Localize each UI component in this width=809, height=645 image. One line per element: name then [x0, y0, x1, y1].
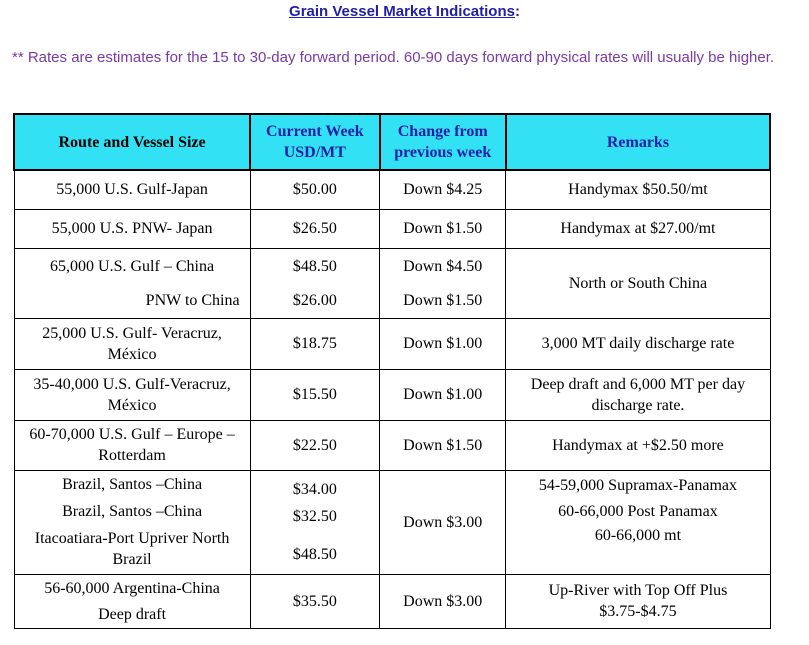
- current-rate-cell: $22.50: [250, 420, 379, 470]
- table-row: [14, 248, 770, 318]
- change-cell: Down $1.50: [380, 209, 506, 248]
- current-rate-cell: $35.50: [250, 574, 379, 628]
- route-line: 56-60,000 Argentina-China: [44, 579, 220, 597]
- route-cell: 35-40,000 U.S. Gulf-Veracruz, México: [14, 369, 250, 420]
- header-route: Route and Vessel Size: [14, 114, 250, 170]
- rate-line: $48.50: [292, 257, 337, 275]
- current-rate-cell: $15.50: [250, 369, 379, 420]
- rate-line: $32.50: [292, 508, 337, 525]
- rate-line: $26.00: [292, 291, 337, 309]
- table-row: [14, 420, 770, 470]
- route-line: 65,000 U.S. Gulf – China: [50, 257, 215, 275]
- table-row: [14, 470, 770, 574]
- title-colon: :: [514, 3, 520, 20]
- route-cell: 25,000 U.S. Gulf- Veracruz, México: [14, 318, 250, 369]
- table-row: [14, 369, 770, 420]
- change-cell: Down $1.00: [380, 318, 506, 369]
- change-line: Down $4.50: [403, 257, 483, 275]
- remarks-cell: 3,000 MT daily discharge rate: [506, 318, 770, 369]
- table-row: [14, 574, 770, 628]
- remarks-cell: Handymax at $27.00/mt: [506, 209, 770, 248]
- route-cell: 60-70,000 U.S. Gulf – Europe – Rotterdam: [14, 420, 250, 470]
- remarks-cell: Handymax $50.50/mt: [506, 170, 770, 209]
- remarks-cell: North or South China: [506, 248, 770, 318]
- route-cell: [14, 574, 250, 628]
- page-title: [0, 3, 809, 20]
- route-cell: [14, 248, 250, 318]
- remarks-cell: Deep draft and 6,000 MT per day discharge rate.: [506, 369, 770, 420]
- change-cell: [380, 248, 506, 318]
- remarks-cell: Up-River with Top Off Plus $3.75-$4.75: [506, 574, 770, 628]
- header-row: [14, 114, 770, 170]
- rates-table: [13, 113, 771, 629]
- rate-line: $48.50: [292, 546, 337, 563]
- title-text: Grain Vessel Market Indications: [289, 3, 515, 20]
- rate-line: $34.00: [292, 481, 337, 498]
- change-cell: Down $1.00: [380, 369, 506, 420]
- table-row: [14, 209, 770, 248]
- rates-note: ** Rates are estimates for the 15 to 30-day forward period. 60-90 days forward physical rates will usually be higher.: [12, 49, 775, 66]
- change-cell: Down $4.25: [380, 170, 506, 209]
- remarks-line: 60-66,000 mt: [594, 526, 682, 544]
- current-rate-cell: [250, 470, 379, 574]
- current-rate-cell: $50.00: [250, 170, 379, 209]
- remarks-cell: [506, 470, 770, 574]
- remarks-cell: Handymax at +$2.50 more: [506, 420, 770, 470]
- current-rate-cell: [250, 248, 379, 318]
- route-line: Brazil, Santos –China: [62, 503, 203, 520]
- header-change: Change from previous week: [380, 114, 506, 170]
- header-current-week: Current Week USD/MT: [250, 114, 379, 170]
- route-line: PNW to China: [145, 291, 240, 309]
- route-line: Itacoatiara-Port Upriver North Brazil: [34, 530, 230, 568]
- remarks-line: 54-59,000 Supramax-Panamax: [538, 476, 738, 494]
- route-line: Brazil, Santos –China: [62, 476, 203, 493]
- route-cell: [14, 470, 250, 574]
- change-cell: Down $3.00: [380, 470, 506, 574]
- current-rate-cell: $18.75: [250, 318, 379, 369]
- header-remarks: Remarks: [506, 114, 770, 170]
- change-cell: Down $3.00: [380, 574, 506, 628]
- route-line: Deep draft: [98, 605, 167, 623]
- remarks-line: 60-66,000 Post Panamax: [558, 502, 718, 520]
- route-cell: 55,000 U.S. PNW- Japan: [14, 209, 250, 248]
- table-row: [14, 318, 770, 369]
- change-cell: Down $1.50: [380, 420, 506, 470]
- table-row: [14, 170, 770, 209]
- current-rate-cell: $26.50: [250, 209, 379, 248]
- route-cell: 55,000 U.S. Gulf-Japan: [14, 170, 250, 209]
- change-line: Down $1.50: [403, 291, 483, 309]
